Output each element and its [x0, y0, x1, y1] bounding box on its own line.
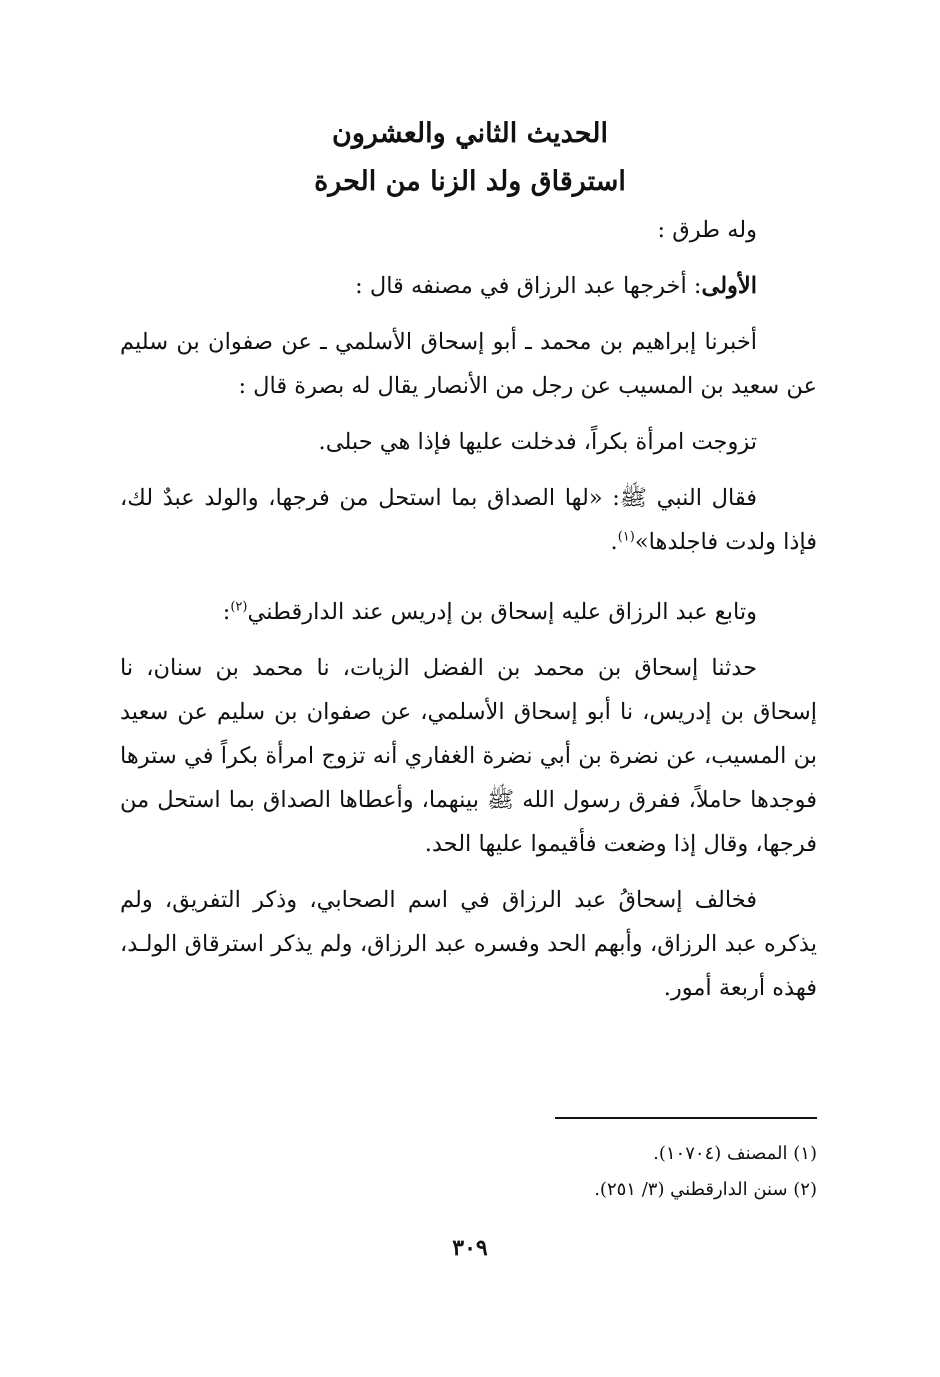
paragraph-text: وله طرق : — [657, 217, 757, 243]
paragraph-text: فخالف إسحاقُ عبد الرزاق في اسم الصحابي، وذكر التفريق، ولم يذكره عبد الرزاق، وأبهم الحد وفسره عبد الرزاق، ولم يذكر استرقاق الولـد، فهذه أربعة أمور. — [120, 887, 817, 1001]
footnote-1: (١) المصنف (١٠٧٠٤). — [653, 1143, 817, 1164]
page-number: ٣٠٩ — [452, 1235, 488, 1261]
footnote-marker: (٢) — [230, 599, 248, 615]
paragraph-tail: . — [610, 529, 618, 555]
paragraph-corroboration — [120, 590, 817, 634]
paragraph-lead: الأولى — [701, 273, 757, 299]
paragraph-intro — [120, 208, 817, 252]
paragraph-text: : أخرجها عبد الرزاق في مصنفه قال : — [355, 273, 702, 299]
footnotes — [120, 1136, 817, 1208]
paragraph-text: فقال النبي ﷺ: «لها الصداق بما استحل من فرجها، والولد عبدٌ لك، فإذا ولدت فاجلدها» — [120, 485, 817, 555]
paragraph-text: وتابع عبد الرزاق عليه إسحاق بن إدريس عند الدارقطني — [247, 599, 757, 625]
paragraph-text: تزوجت امرأة بكراً، فدخلت عليها فإذا هي حبلى. — [318, 429, 757, 455]
paragraph-text: أخبرنا إبراهيم بن محمد ـ أبو إسحاق الأسلمي ـ عن صفوان بن سليم عن سعيد بن المسيب عن رجل من الأنصار يقال له بصرة قال : — [120, 329, 817, 399]
paragraph-narration — [120, 420, 817, 464]
paragraph-tail: : — [222, 599, 231, 625]
paragraph-prophet-saying — [120, 476, 817, 564]
paragraph-analysis — [120, 878, 817, 1010]
chapter-subtitle: استرقاق ولد الزنا من الحرة — [314, 166, 626, 197]
chapter-title: الحديث الثاني والعشرون — [332, 118, 608, 149]
paragraph-isnad — [120, 320, 817, 408]
footnote-2: (٢) سنن الدارقطني (٣/ ٢٥١). — [594, 1179, 817, 1200]
chapter-heading — [0, 110, 940, 206]
paragraph-first-route — [120, 264, 817, 308]
footnote-separator — [555, 1117, 817, 1119]
footnote-marker: (١) — [617, 529, 635, 545]
paragraph-text: حدثنا إسحاق بن محمد بن الفضل الزيات، نا محمد بن سنان، نا إسحاق بن إدريس، نا أبو إسحاق الأسلمي، عن صفوان بن سليم عن سعيد بن المسيب، عن نضرة بن أبي نضرة الغفاري أنه تزوج امرأة بكراً في سترها فوجدها حاملاً، ففرق رسول الله ﷺ بينهما، وأعطاها الصداق بما استحل من فرجها، وقال إذا وضعت فأقيموا عليها الحد. — [120, 655, 817, 857]
body-text — [120, 208, 817, 1022]
paragraph-daraqutni-isnad — [120, 646, 817, 866]
